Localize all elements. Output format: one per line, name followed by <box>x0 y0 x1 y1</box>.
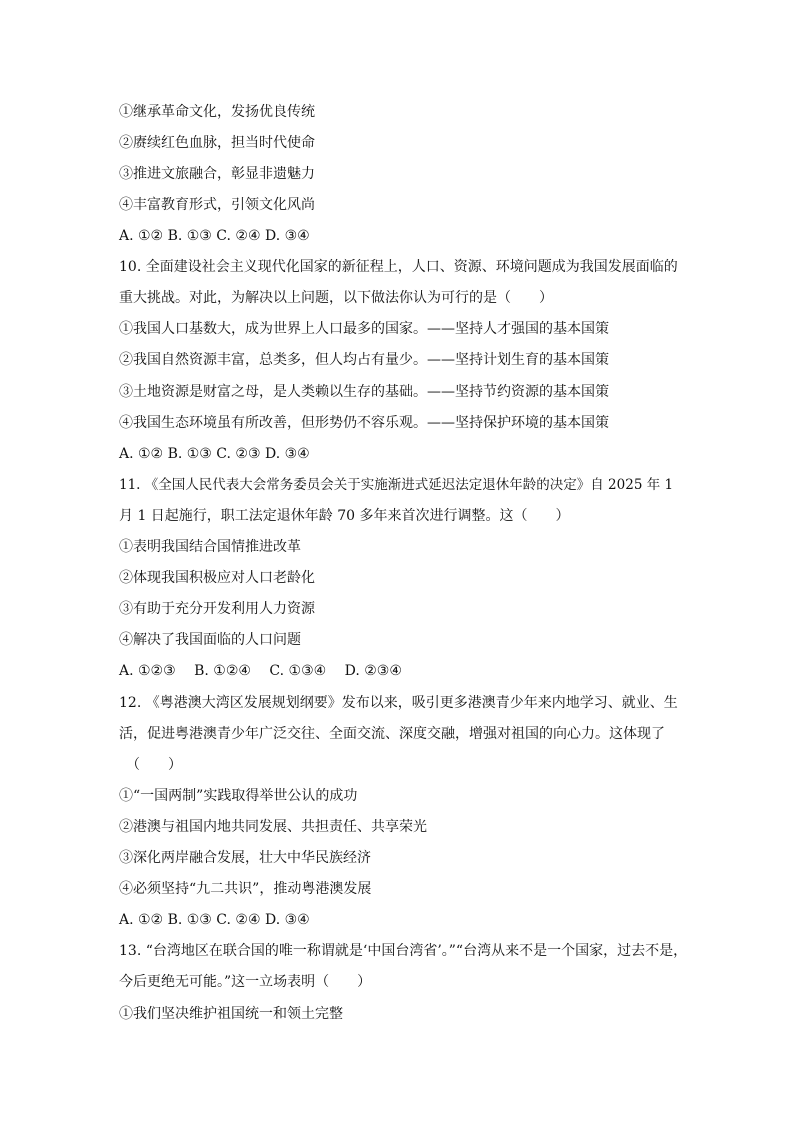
q11-option-2: ②体现我国积极应对人口老龄化 <box>119 570 315 586</box>
q9-option-1: ①继承革命文化，发扬优良传统 <box>119 104 315 120</box>
q10-option-3: ③土地资源是财富之母，是人类赖以生存的基础。——坚持节约资源的基本国策 <box>119 384 609 400</box>
q11-stem-line-1: 11. 《全国人民代表大会常务委员会关于实施渐进式延迟法定退休年龄的决定》自 2025 年 1 <box>119 477 674 493</box>
q10-option-4: ④我国生态环境虽有所改善，但形势仍不容乐观。——坚持保护环境的基本国策 <box>119 415 609 431</box>
q9-option-2: ②赓续红色血脉，担当时代使命 <box>119 135 315 151</box>
q12-option-1: ①“一国两制”实践取得举世公认的成功 <box>119 788 358 804</box>
q12-option-3: ③深化两岸融合发展，壮大中华民族经济 <box>119 850 371 866</box>
q10-stem-line-1: 10. 全面建设社会主义现代化国家的新征程上，人口、资源、环境问题成为我国发展面临的 <box>119 259 678 275</box>
q11-option-1: ①表明我国结合国情推进改革 <box>119 539 301 555</box>
q12-stem-line-2: 活，促进粤港澳青少年广泛交往、全面交流、深度交融，增强对祖国的向心力。这体现了 <box>119 726 665 742</box>
q12-option-2: ②港澳与祖国内地共同发展、共担责任、共享荣光 <box>119 819 427 835</box>
q12-stem-line-1: 12. 《粤港澳大湾区发展规划纲要》发布以来，吸引更多港澳青少年来内地学习、就业、生 <box>119 695 678 711</box>
q12-stem-line-3: （ ） <box>126 757 182 773</box>
q10-option-1: ①我国人口基数大，成为世界上人口最多的国家。——坚持人才强国的基本国策 <box>119 321 609 337</box>
q9-option-4: ④丰富教育形式，引领文化风尚 <box>119 197 315 213</box>
q9-option-3: ③推进文旅融合，彰显非遗魅力 <box>119 166 315 182</box>
q10-option-2: ②我国自然资源丰富，总类多，但人均占有量少。——坚持计划生育的基本国策 <box>119 352 609 368</box>
q12-option-4: ④必须坚持“九二共识”，推动粤港澳发展 <box>119 881 372 897</box>
q9-answer-choices: A. ①② B. ①③ C. ②④ D. ③④ <box>119 228 310 244</box>
q10-stem-line-2: 重大挑战。对此，为解决以上问题，以下做法你认为可行的是（ ） <box>119 290 553 306</box>
q13-option-1: ①我们坚决维护祖国统一和领土完整 <box>119 1006 343 1022</box>
q10-answer-choices: A. ①② B. ①③ C. ②③ D. ③④ <box>119 446 310 462</box>
q11-answer-choices: A. ①②③ B. ①②④ C. ①③④ D. ②③④ <box>119 663 402 679</box>
q11-stem-line-2: 月 1 日起施行，职工法定退休年龄 70 多年来首次进行调整。这（ ） <box>119 508 570 524</box>
q12-answer-choices: A. ①② B. ①③ C. ②④ D. ③④ <box>119 912 310 928</box>
q13-stem-line-2: 今后更绝无可能。”这一立场表明（ ） <box>119 974 372 990</box>
q11-option-3: ③有助于充分开发利用人力资源 <box>119 601 315 617</box>
q11-option-4: ④解决了我国面临的人口问题 <box>119 632 301 648</box>
q13-stem-line-1: 13. “台湾地区在联合国的唯一称谓就是‘中国台湾省’。”“台湾从来不是一个国家，过去不是， <box>119 943 688 959</box>
